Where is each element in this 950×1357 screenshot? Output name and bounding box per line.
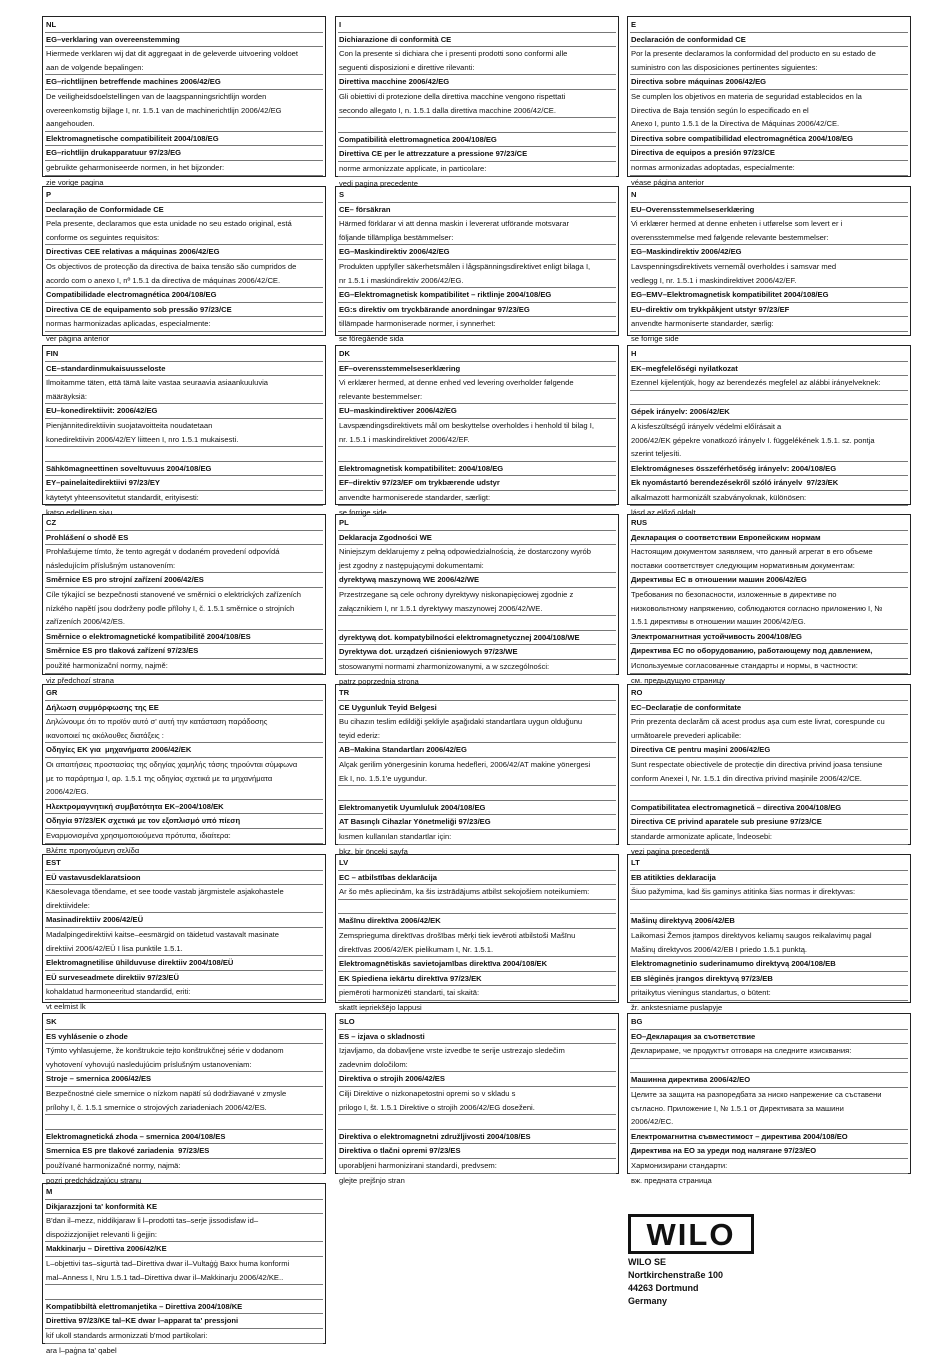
declaration-line: käytetyt yhteensovitetut standardit, erityisesti: bbox=[45, 491, 323, 506]
declaration-title: Декларация о соответствии Европейским нормам bbox=[630, 531, 908, 546]
declaration-line: AB–Makina Standartları 2006/42/EG bbox=[338, 743, 616, 758]
declaration-title: Prohlášení o shodě ES bbox=[45, 531, 323, 546]
declaration-line: Декларираме, че продуктът отговаря на следните изисквания: bbox=[630, 1044, 908, 1059]
declaration-line: Gépek irányelv: 2006/42/EK bbox=[630, 405, 908, 420]
declaration-line: Sunt respectate obiectivele de protecție din directiva privind joasa tensiune conform Anexei I, Nr. 1.5.1 din directiva privind mașinile 2006/42/CE. bbox=[630, 758, 908, 786]
language-code: N bbox=[630, 188, 908, 203]
declaration-line: dyrektywą dot. kompatybilności elektromagnetycznej 2004/108/WE bbox=[338, 631, 616, 646]
declaration-line: Masinadirektiiv 2006/42/EÜ bbox=[45, 913, 323, 928]
declaration-line: Zemsprieguma direktīvas drošības mērķi tiek ievēroti atbilstoši Mašīnu direktīvas 2006/42/EK pielikumam I, Nr. 1.5.1. bbox=[338, 929, 616, 957]
declaration-line: Przestrzegane są cele ochrony dyrektywy niskonapięciowej zgodnie z załącznikiem I, nr 1.5.1 dyrektywy maszynowej 2006/42/WE. bbox=[338, 588, 616, 616]
declaration-line: Directivas CEE relativas a máquinas 2006/42/EG bbox=[45, 245, 323, 260]
declaration-line: Ezennel kijelentjük, hogy az berendezés megfelel az alábbi irányelveknek: bbox=[630, 376, 908, 391]
declaration-line: Dyrektywa dot. urządzeń ciśnieniowych 97/23/WE bbox=[338, 645, 616, 660]
declaration-box-n bbox=[627, 186, 911, 343]
language-code: H bbox=[630, 347, 908, 362]
declaration-line: Prin prezenta declarăm că acest produs așa cum este livrat, corespunde cu următoarele prevederi aplicabile: bbox=[630, 715, 908, 743]
declaration-box-tr bbox=[335, 684, 619, 856]
declaration-line bbox=[630, 900, 908, 915]
declaration-box-slo bbox=[335, 1013, 619, 1185]
declaration-line: piemēroti harmonizēti standarti, tai skaitā: bbox=[338, 986, 616, 1001]
declaration-line bbox=[338, 900, 616, 915]
svg-text:WILO: WILO bbox=[646, 1217, 736, 1251]
declaration-box-ro bbox=[627, 684, 911, 856]
declaration-line: B'dan il–mezz, niddikjaraw li l–prodotti tas–serje jissodisfaw id– dispożizzjonijiet relevanti li ġejjin: bbox=[45, 1214, 323, 1242]
declaration-line: Direktiva o elektromagnetni združljivosti 2004/108/ES bbox=[338, 1130, 616, 1145]
declaration-title: Declaración de conformidad CE bbox=[630, 33, 908, 48]
declaration-line: norme armonizzate applicate, in particolare: bbox=[338, 162, 616, 177]
declaration-line: Compatibilidade electromagnética 2004/108/EG bbox=[45, 288, 323, 303]
language-code: RO bbox=[630, 686, 908, 701]
declaration-line: Šiuo pažymima, kad šis gaminys atitinka šias normas ir direktyvas: bbox=[630, 885, 908, 900]
declaration-line: Käesolevaga tõendame, et see toode vastab järgmistele asjakohastele direktiividele: bbox=[45, 885, 323, 913]
language-code: FIN bbox=[45, 347, 323, 362]
declaration-line: kohaldatud harmoneeritud standardid, eriti: bbox=[45, 985, 323, 1000]
declaration-line: Direttiva CE per le attrezzature a pressione 97/23/CE bbox=[338, 147, 616, 162]
declaration-line: lásd az előző oldalt bbox=[631, 507, 696, 517]
declaration-title: ЕО–Декларация за съответствие bbox=[630, 1030, 908, 1045]
declaration-title: EF–overensstemmelseserklæring bbox=[338, 362, 616, 377]
declaration-line: Электромагнитная устойчивость 2004/108/EG bbox=[630, 630, 908, 645]
declaration-line: vt eelmist lk bbox=[46, 1001, 86, 1011]
declaration-line: anvendte harmoniserede standarder, særligt: bbox=[338, 491, 616, 506]
declaration-line: katso edellinen sivu. bbox=[46, 507, 115, 517]
declaration-title: ES vyhlásenie o zhode bbox=[45, 1030, 323, 1045]
declaration-line: EG–Elektromagnetisk kompatibilitet – riktlinje 2004/108/EG bbox=[338, 288, 616, 303]
declaration-title: Dichiarazione di conformità CE bbox=[338, 33, 616, 48]
declaration-title: CE– försäkran bbox=[338, 203, 616, 218]
declaration-line: EK Spiediena iekārtu direktīva 97/23/EK bbox=[338, 972, 616, 987]
declaration-line: Οδηγία 97/23/ΕΚ σχετικά με τον εξοπλισμό υπό πίεση bbox=[45, 814, 323, 829]
declaration-line bbox=[630, 391, 908, 406]
declaration-line: Ηλεκτρομαγνητική συμβατότητα ΕΚ–2004/108/ΕΚ bbox=[45, 800, 323, 815]
declaration-line: viz předchozí strana bbox=[46, 675, 114, 685]
declaration-box-s bbox=[335, 186, 619, 343]
declaration-title: CE–standardinmukaisuusseloste bbox=[45, 362, 323, 377]
declaration-line: se forrige side bbox=[339, 507, 387, 517]
declaration-line: stosowanymi normami zharmonizowanymi, a w szczególności: bbox=[338, 660, 616, 675]
wilo-logo bbox=[628, 1214, 754, 1254]
language-code: PL bbox=[338, 516, 616, 531]
declaration-line: Prohlašujeme tímto, že tento agregát v dodaném provedení odpovídá následujícím příslušným ustanovením: bbox=[45, 545, 323, 573]
country: Germany bbox=[628, 1296, 668, 1306]
declaration-line: Електромагнитна съвместимост – директива 2004/108/ЕО bbox=[630, 1130, 908, 1145]
declaration-box-e bbox=[627, 16, 911, 187]
declaration-line: Настоящим документом заявляем, что данный агрегат в его объеме поставки соответствует следующим нормативным документам: bbox=[630, 545, 908, 573]
declaration-line: vedi pagina precedente bbox=[339, 178, 418, 188]
language-code: RUS bbox=[630, 516, 908, 531]
declaration-line: Týmto vyhlasujeme, že konštrukcie tejto konštrukčnej série v dodanom vyhotovení vyhovujú nasledujúcim príslušným ustanoveniam: bbox=[45, 1044, 323, 1072]
manufacturer-address bbox=[628, 1256, 723, 1308]
language-code: SK bbox=[45, 1015, 323, 1030]
language-code: BG bbox=[630, 1015, 908, 1030]
declaration-line: Cilji Direktive o nizkonapetostni opremi so v skladu s prilogo I, št. 1.5.1 Direktive o strojih 2006/42/EG doseženi. bbox=[338, 1087, 616, 1115]
declaration-line: EU–maskindirektiver 2006/42/EG bbox=[338, 404, 616, 419]
declaration-title: EK–megfelelőségi nyilatkozat bbox=[630, 362, 908, 377]
declaration-line: Smernica ES pre tlakové zariadenia 97/23/ES bbox=[45, 1144, 323, 1159]
declaration-line: EG–richtlijnen betreffende machines 2006/42/EG bbox=[45, 75, 323, 90]
declaration-box-lt bbox=[627, 854, 911, 1012]
language-code: LV bbox=[338, 856, 616, 871]
declaration-line: EF–direktiv 97/23/EF om trykbærende udstyr bbox=[338, 476, 616, 491]
declaration-title: Δήλωση συμμόρφωσης της ΕΕ bbox=[45, 701, 323, 716]
declaration-line: Elektromágneses összeférhetőség irányelv: 2004/108/EG bbox=[630, 462, 908, 477]
declaration-line: Se cumplen los objetivos en materia de seguridad establecidos en la Directiva de Baja tensión según lo especificado en el Anexo I, punto 1.5.1 de la Directiva de Máquinas 2006/42/CE. bbox=[630, 90, 908, 132]
declaration-line: používané harmonizačné normy, najmä: bbox=[45, 1159, 323, 1174]
declaration-line: Δηλώνουμε ότι το προϊόν αυτό σ' αυτή την κατάσταση παράδοσης ικανοποιεί τις ακόλουθες διατάξεις : bbox=[45, 715, 323, 743]
declaration-line: Elektromagnetická zhoda – smernica 2004/108/ES bbox=[45, 1130, 323, 1145]
declaration-line: Compatibilitatea electromagnetică – directiva 2004/108/EG bbox=[630, 801, 908, 816]
declaration-title: ES – izjava o skladnosti bbox=[338, 1030, 616, 1045]
declaration-line: Хармонизирани стандарти: bbox=[630, 1159, 908, 1174]
declaration-line: Elektromanyetik Uyumluluk 2004/108/EG bbox=[338, 801, 616, 816]
declaration-line: Директивы ЕС в отношении машин 2006/42/EG bbox=[630, 573, 908, 588]
declaration-title: EG–verklaring van overeenstemming bbox=[45, 33, 323, 48]
declaration-line: anvendte harmoniserte standarder, særlig: bbox=[630, 317, 908, 332]
declaration-line: Madalpingedirektiivi kaitse–eesmärgid on täidetud vastavalt masinate direktiivi 2006/42/EÜ I lisa punktile 1.5.1. bbox=[45, 928, 323, 956]
declaration-box-dk bbox=[335, 345, 619, 517]
declaration-line: Směrnice ES pro strojní zařízení 2006/42/ES bbox=[45, 573, 323, 588]
declaration-title: EC–Declarație de conformitate bbox=[630, 701, 908, 716]
declaration-line: normas harmonizadas aplicadas, especialmente: bbox=[45, 317, 323, 332]
declaration-box-est bbox=[42, 854, 326, 1011]
language-code: M bbox=[45, 1185, 323, 1200]
declaration-title: Declaração de Conformidade CE bbox=[45, 203, 323, 218]
language-code: NL bbox=[45, 18, 323, 33]
declaration-box-m bbox=[42, 1183, 326, 1355]
declaration-title: EÜ vastavusdeklaratsioon bbox=[45, 871, 323, 886]
declaration-line: tillämpade harmoniserade normer, i synnerhet: bbox=[338, 317, 616, 332]
declaration-title: EU–Overensstemmelseserklæring bbox=[630, 203, 908, 218]
declaration-title: Dikjarazzjoni ta' konformità KE bbox=[45, 1200, 323, 1215]
declaration-line: L–objettivi tas–sigurtà tad–Direttiva dwar il–Vultaġġ Baxx huma konformi mal–Anness I, Nru 1.5.1 tad–Direttiva dwar il–Makkinarju 2006/42/KE.. bbox=[45, 1257, 323, 1285]
declaration-line: gebruikte geharmoniseerde normen, in het bijzonder: bbox=[45, 161, 323, 176]
declaration-line: Direktiva o tlačni opremi 97/23/ES bbox=[338, 1144, 616, 1159]
declaration-line: zie vorige pagina bbox=[46, 177, 104, 187]
language-code: S bbox=[338, 188, 616, 203]
declaration-title: CE Uygunluk Teyid Belgesi bbox=[338, 701, 616, 716]
declaration-title: Deklaracja Zgodności WE bbox=[338, 531, 616, 546]
declaration-line: вж. предната страница bbox=[631, 1175, 712, 1185]
declaration-box-pl bbox=[335, 514, 619, 686]
declaration-line: Izjavljamo, da dobavljene vrste izvedbe te serije ustrezajo sledečim zadevnim določilom: bbox=[338, 1044, 616, 1072]
declaration-line: Bezpečnostné ciele smernice o nízkom napätí sú dodržiavané v zmysle prílohy I, č. 1.5.1 smernice o strojových zariadeniach 2006/42/ES. bbox=[45, 1087, 323, 1115]
declaration-line: De veiligheidsdoelstellingen van de laagspanningsrichtlijn worden overeenkomstig bijlage I, nr. 1.5.1 van de machinerichtlijn 2006/42/EG aangehouden. bbox=[45, 90, 323, 132]
language-code: LT bbox=[630, 856, 908, 871]
declaration-line: Os objectivos de protecção da directiva de baixa tensão são cumpridos de acordo com o anexo I, nº 1.5.1 da directiva de máquinas 2006/42/CE. bbox=[45, 260, 323, 288]
declaration-line: Alçak gerilim yönergesinin koruma hedefleri, 2006/42/AT makine yönergesi Ek I, no. 1.5.1'e uygundur. bbox=[338, 758, 616, 786]
declaration-line: Vi erklærer hermed at denne enheten i utførelse som levert er i overensstemmelse med følgende relevante bestemmelser: bbox=[630, 217, 908, 245]
language-code: SLO bbox=[338, 1015, 616, 1030]
declaration-line: se forrige side bbox=[631, 333, 679, 343]
declaration-line: Directiva CE de equipamento sob pressão 97/23/CE bbox=[45, 303, 323, 318]
declaration-line: Οδηγίες EK για μηχανήματα 2006/42/ΕΚ bbox=[45, 743, 323, 758]
declaration-box-p bbox=[42, 186, 326, 343]
declaration-line: Ek nyomástartó berendezésekről szóló irányelv 97/23/EK bbox=[630, 476, 908, 491]
company-name: WILO SE bbox=[628, 1257, 666, 1267]
declaration-line: Directiva de equipos a presión 97/23/CE bbox=[630, 146, 908, 161]
declaration-line: Directiva sobre máquinas 2006/42/EG bbox=[630, 75, 908, 90]
declaration-line bbox=[45, 1285, 323, 1300]
declaration-line: Pela presente, declaramos que esta unidade no seu estado original, está conforme os seguintes requisitos: bbox=[45, 217, 323, 245]
declaration-line: EB slėginės įrangos direktyvą 97/23/EB bbox=[630, 972, 908, 987]
declaration-line: ara l–paġna ta' qabel bbox=[46, 1345, 117, 1355]
language-code: GR bbox=[45, 686, 323, 701]
declaration-line: Elektromagnetilise ühilduvuse direktiiv 2004/108/EÜ bbox=[45, 956, 323, 971]
declaration-line: Direttiva 97/23/KE tal–KE dwar l–apparat ta' pressjoni bbox=[45, 1314, 323, 1329]
declaration-line bbox=[338, 118, 616, 133]
declaration-line: Směrnice o elektromagnetické kompatibilitě 2004/108/ES bbox=[45, 630, 323, 645]
declaration-line: Elektromagnetisk kompatibilitet: 2004/108/EG bbox=[338, 462, 616, 477]
declaration-line: kısmen kullanılan standartlar için: bbox=[338, 830, 616, 845]
declaration-line bbox=[338, 616, 616, 631]
city: 44263 Dortmund bbox=[628, 1283, 699, 1293]
declaration-line: Hiermede verklaren wij dat dit aggregaat in de geleverde uitvoering voldoet aan de volgende bepalingen: bbox=[45, 47, 323, 75]
declaration-line bbox=[630, 786, 908, 801]
declaration-line: Mašīnu direktīva 2006/42/EK bbox=[338, 914, 616, 929]
declaration-line: Sähkömagneettinen soveltuvuus 2004/108/EG bbox=[45, 462, 323, 477]
declaration-line: Kompatibbiltà elettromanjetika – Direttiva 2004/108/KE bbox=[45, 1300, 323, 1315]
declaration-line: Εναρμονισμένα χρησιμοποιούμενα πρότυπα, ιδιαίτερα: bbox=[45, 829, 323, 844]
declaration-line: Используемые согласованные стандарты и нормы, в частности: bbox=[630, 659, 908, 674]
declaration-line: Stroje – smernica 2006/42/ES bbox=[45, 1072, 323, 1087]
declaration-line: Elektromagnētiskās savietojamības direktīva 2004/108/EK bbox=[338, 957, 616, 972]
language-code: TR bbox=[338, 686, 616, 701]
declaration-line: použité harmonizační normy, najmě: bbox=[45, 659, 323, 674]
declaration-line: vezi pagina precedentă bbox=[631, 846, 710, 856]
declaration-line: ver página anterior bbox=[46, 333, 110, 343]
declaration-line: Elektromagnetische compatibiliteit 2004/108/EG bbox=[45, 132, 323, 147]
declaration-line bbox=[630, 1059, 908, 1074]
declaration-line: dyrektywą maszynową WE 2006/42/WE bbox=[338, 573, 616, 588]
declaration-line: Директива ЕС по оборудованию, работающему под давлением, bbox=[630, 644, 908, 659]
declaration-line: žr. ankstesniame puslapyje bbox=[631, 1002, 723, 1012]
declaration-line: Niniejszym deklarujemy z pełną odpowiedzialnością, że dostarczony wyrób jest zgodny z następującymi dokumentami: bbox=[338, 545, 616, 573]
declaration-line: Cíle týkající se bezpečnosti stanovené ve směrnici o elektrických zařízeních nízkého napětí jsou dodrženy podle přílohy I, č. 1.5.1 směrnice o strojních zařízeních 2006/42/ES. bbox=[45, 588, 323, 630]
declaration-line: Vi erklærer hermed, at denne enhed ved levering overholder følgende relevante bestemmelser: bbox=[338, 376, 616, 404]
declaration-line: EG–EMV–Elektromagnetisk kompatibilitet 2004/108/EG bbox=[630, 288, 908, 303]
declaration-line: A kisfeszültségű irányelv védelmi előírásait a 2006/42/EK gépekre vonatkozó irányelv I. függelékének 1.5.1. sz. pontja szerint teljesíti. bbox=[630, 420, 908, 462]
declaration-line: Por la presente declaramos la conformidad del producto en su estado de suministro con las disposiciones pertinentes siguientes: bbox=[630, 47, 908, 75]
declaration-line: Elektromagnetinio suderinamumo direktyvą 2004/108/EB bbox=[630, 957, 908, 972]
declaration-line: см. предыдущую страницу bbox=[631, 675, 725, 685]
declaration-line: normas armonizadas adoptadas, especialmente: bbox=[630, 161, 908, 176]
declaration-line: Директива на ЕО за уреди под налягане 97/23/ЕО bbox=[630, 1144, 908, 1159]
declaration-line: Směrnice ES pro tlaková zařízení 97/23/ES bbox=[45, 644, 323, 659]
declaration-line: Lavspenningsdirektivets vernemål overholdes i samsvar med vedlegg I, nr. 1.5.1 i maskindirektivet 2006/42/EF. bbox=[630, 260, 908, 288]
declaration-box-bg bbox=[627, 1013, 911, 1185]
declaration-line: Ilmoitamme täten, että tämä laite vastaa seuraavia asiaankuuluvia määräyksiä: bbox=[45, 376, 323, 404]
declaration-line: Pienjännitedirektiivin suojatavoitteita noudatetaan konedirektiivin 2006/42/EY liitteen I, nro 1.5.1 mukaisesti. bbox=[45, 419, 323, 447]
declaration-line bbox=[338, 786, 616, 801]
declaration-line: EG–Maskindirektiv 2006/42/EG bbox=[338, 245, 616, 260]
declaration-line: Машинна директива 2006/42/ЕО bbox=[630, 1073, 908, 1088]
declaration-line: Целите за защита на разпоредбата за ниско напрежение са съставени съгласно. Приложение I, № 1.5.1 от Директивата за машини 2006/42/ЕС. bbox=[630, 1088, 908, 1130]
declaration-box-rus bbox=[627, 514, 911, 685]
declaration-box-h bbox=[627, 345, 911, 517]
declaration-line: pritaikytus vieningus standartus, o būtent: bbox=[630, 986, 908, 1001]
language-code: P bbox=[45, 188, 323, 203]
declaration-line: Makkinarju – Direttiva 2006/42/KE bbox=[45, 1242, 323, 1257]
declaration-box-gr bbox=[42, 684, 326, 855]
declaration-title: EB atitikties deklaracija bbox=[630, 871, 908, 886]
language-code: EST bbox=[45, 856, 323, 871]
declaration-box-lv bbox=[335, 854, 619, 1012]
declaration-line: Compatibilità elettromagnetica 2004/108/EG bbox=[338, 133, 616, 148]
declaration-line: EG–Maskindirektiv 2006/42/EG bbox=[630, 245, 908, 260]
declaration-line: Mašinų direktyvą 2006/42/EB bbox=[630, 914, 908, 929]
declaration-line: Gli obiettivi di protezione della direttiva macchine vengono rispettati secondo allegato I, n. 1.5.1 dalla direttiva macchine 2006/42/CE. bbox=[338, 90, 616, 118]
declaration-line: patrz poprzednia strona bbox=[339, 676, 419, 686]
declaration-box-nl bbox=[42, 16, 326, 187]
language-code: E bbox=[630, 18, 908, 33]
declaration-line: skatīt iepriekšējo lappusi bbox=[339, 1002, 422, 1012]
declaration-line: EÜ surveseadmete direktiiv 97/23/EÜ bbox=[45, 971, 323, 986]
declaration-box-fin bbox=[42, 345, 326, 517]
declaration-line: Laikomasi Žemos įtampos direktyvos keliamų saugos reikalavimų pagal Mašinų direktyvos 2006/42/EB I priedo 1.5.1 punktą. bbox=[630, 929, 908, 957]
declaration-line: Härmed förklarar vi att denna maskin i levererat utförande motsvarar följande tillämpliga bestämmelser: bbox=[338, 217, 616, 245]
declaration-line: pozri predchádzajúcu stranu bbox=[46, 1175, 142, 1185]
declaration-line: standarde armonizate aplicate, îndeosebi: bbox=[630, 830, 908, 845]
declaration-title: EC – atbilstības deklarācija bbox=[338, 871, 616, 886]
declaration-line: Требования по безопасности, изложенные в директиве по низковольтному напряжению, соблюдаются согласно приложению I, № 1.5.1 директивы в отношении машин 2006/42/EG. bbox=[630, 588, 908, 630]
declaration-line: uporabljeni harmonizirani standardi, predvsem: bbox=[338, 1159, 616, 1174]
declaration-line: EU–direktiv om trykkpåkjent utstyr 97/23/EF bbox=[630, 303, 908, 318]
declaration-line: Directiva CE pentru mașini 2006/42/EG bbox=[630, 743, 908, 758]
declaration-line: véase página anterior bbox=[631, 177, 705, 187]
declaration-line: EG–richtlijn drukapparatuur 97/23/EG bbox=[45, 146, 323, 161]
declaration-line: AT Basınçlı Cihazlar Yönetmeliği 97/23/EG bbox=[338, 815, 616, 830]
wilo-logo-mark bbox=[631, 1217, 751, 1251]
declaration-line: Bu cihazın teslim edildiği şekliyle aşağıdaki standartlara uygun olduğunu teyid ederiz: bbox=[338, 715, 616, 743]
declaration-line: Produkten uppfyller säkerhetsmålen i lågspänningsdirektivet enligt bilaga I, nr 1.5.1 i maskindirektiv 2006/42/EG. bbox=[338, 260, 616, 288]
declaration-line: Lavspændingsdirektivets mål om beskyttelse overholdes i henhold til bilag I, nr. 1.5.1 i maskindirektivet 2006/42/EF. bbox=[338, 419, 616, 447]
declaration-line: EU–konedirektiivit: 2006/42/EG bbox=[45, 404, 323, 419]
language-code: CZ bbox=[45, 516, 323, 531]
declaration-line: Direktiva o strojih 2006/42/ES bbox=[338, 1072, 616, 1087]
declaration-line: Οι απαιτήσεις προστασίας της οδηγίας χαμηλής τάσης τηρούνται σύμφωνα με το παράρτημα I, αρ. 1.5.1 της οδηγίας σχετικά με τα μηχανήματα 2006/42/EG. bbox=[45, 758, 323, 800]
declaration-line: EY–painelaitedirektiivi 97/23/EY bbox=[45, 476, 323, 491]
declaration-line: Directiva CE privind aparatele sub presiune 97/23/CE bbox=[630, 815, 908, 830]
declaration-line: Ar šo mēs apliecinām, ka šis izstrādājums atbilst sekojošiem noteikumiem: bbox=[338, 885, 616, 900]
declaration-line: Βλέπε προηγούμενη σελίδα bbox=[46, 845, 140, 855]
declaration-line bbox=[338, 1115, 616, 1130]
declaration-line: bkz. bir önceki sayfa bbox=[339, 846, 408, 856]
declaration-line bbox=[338, 447, 616, 462]
declaration-line: glejte prejšnjo stran bbox=[339, 1175, 405, 1185]
declaration-line bbox=[45, 1115, 323, 1130]
street: Nortkirchenstraße 100 bbox=[628, 1270, 724, 1280]
language-code: DK bbox=[338, 347, 616, 362]
declaration-box-sk bbox=[42, 1013, 326, 1185]
declaration-line: Direttiva macchine 2006/42/EG bbox=[338, 75, 616, 90]
declaration-line: EG:s direktiv om tryckbärande anordningar 97/23/EG bbox=[338, 303, 616, 318]
declaration-box-i bbox=[335, 16, 619, 188]
declaration-line: Con la presente si dichiara che i presenti prodotti sono conformi alle seguenti disposizioni e direttive rilevanti: bbox=[338, 47, 616, 75]
declaration-box-cz bbox=[42, 514, 326, 685]
declaration-line: Directiva sobre compatibilidad electromagnética 2004/108/EG bbox=[630, 132, 908, 147]
declaration-line: kif ukoll standards armonizzati b'mod partikolari: bbox=[45, 1329, 323, 1344]
declaration-line: se föregående sida bbox=[339, 333, 404, 343]
language-code: I bbox=[338, 18, 616, 33]
declaration-line: alkalmazott harmonizált szabványoknak, különösen: bbox=[630, 491, 908, 506]
declaration-line bbox=[45, 447, 323, 462]
